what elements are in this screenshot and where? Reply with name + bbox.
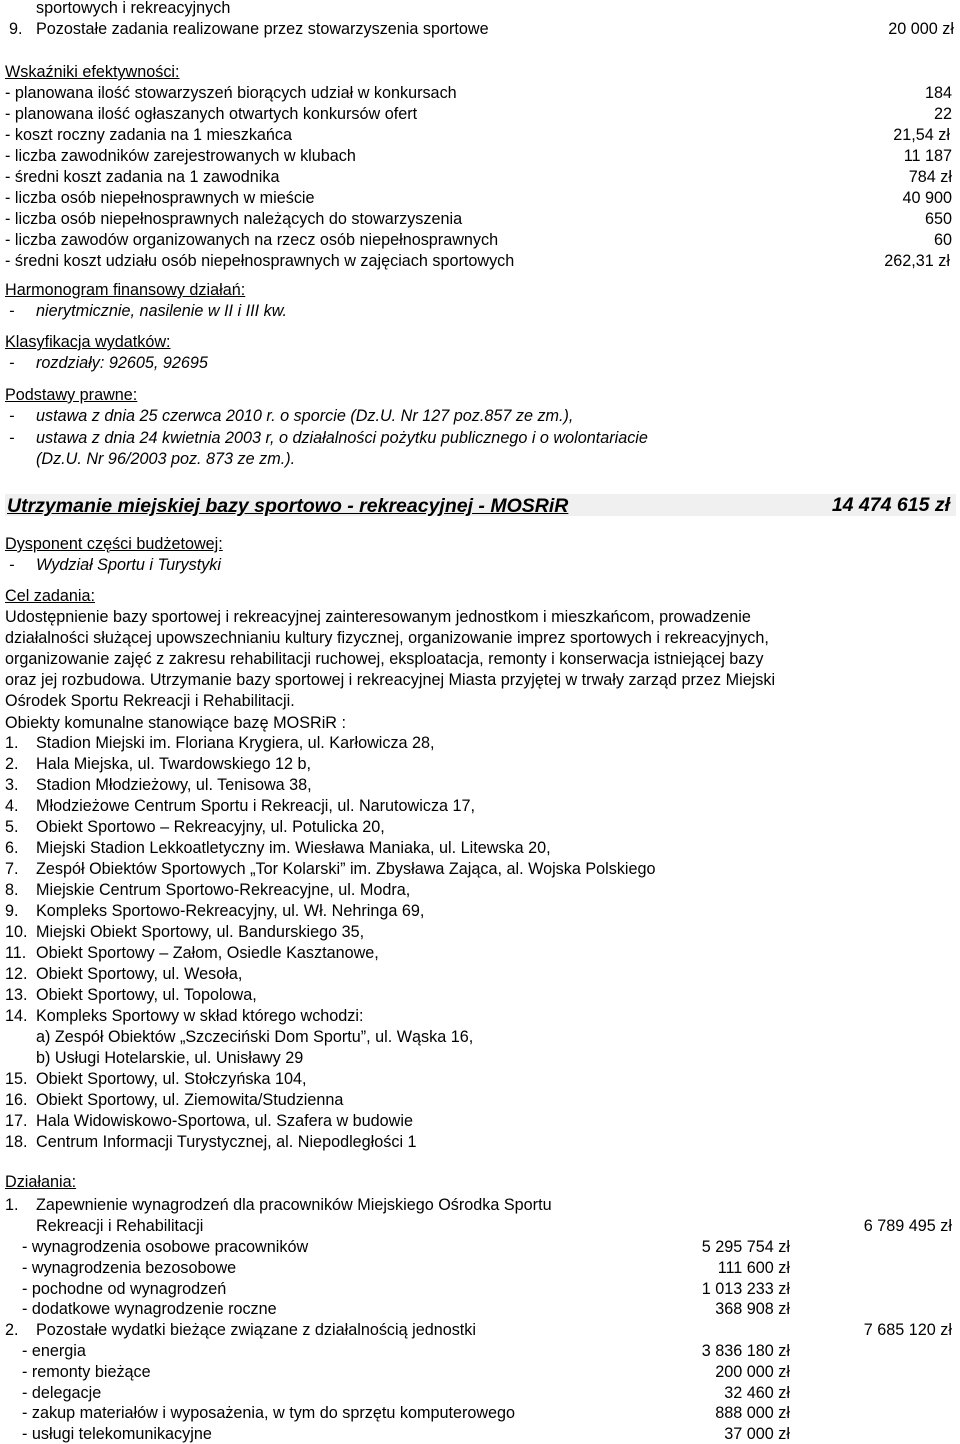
indicators-heading: Wskaźniki efektywności: (5, 63, 180, 81)
legal-heading: Podstawy prawne: (5, 386, 138, 404)
legal-dash-1: - (9, 407, 15, 425)
object-item: Centrum Informacji Turystycznej, al. Niepodległości 1 (36, 1133, 417, 1151)
goal-line: Ośrodek Sportu Rekreacji i Rehabilitacji. (5, 692, 295, 711)
object-number: 7. (5, 860, 19, 878)
indicator-value: 11 187 (903, 147, 952, 165)
object-item: a) Zespół Obiektów „Szczeciński Dom Sportu”, ul. Wąska 16, (36, 1028, 474, 1046)
object-number: 15. (5, 1070, 28, 1088)
legal-item-2b: (Dz.U. Nr 96/2003 poz. 873 ze zm.). (36, 450, 296, 468)
indicator-value: 650 (924, 210, 952, 228)
action-row-label: - delegacje (22, 1383, 102, 1402)
legal-item-2a: ustawa z dnia 24 kwietnia 2003 r, o działalności pożytku publicznego i o wolontariacie (36, 429, 648, 447)
object-item: b) Usługi Hotelarskie, ul. Unisławy 29 (36, 1049, 304, 1067)
action-row-label: - wynagrodzenia osobowe pracowników (22, 1238, 309, 1256)
object-number: 3. (5, 776, 19, 794)
object-item: Obiekt Sportowy, ul. Ziemowita/Studzienna (36, 1091, 344, 1109)
action-row-label: - usługi telekomunikacyjne (22, 1425, 212, 1444)
object-number: 8. (5, 881, 19, 899)
object-number: 12. (5, 965, 28, 983)
object-number: 6. (5, 839, 19, 857)
goal-line: Udostępnienie bazy sportowej i rekreacyjnej zainteresowanym jednostkom i mieszkańcom, prowadzenie (5, 608, 751, 626)
actions-heading: Działania: (5, 1173, 77, 1191)
action-row-value: 37 000 zł (724, 1425, 790, 1444)
object-item: Stadion Miejski im. Floriana Krygiera, ul. Karłowicza 28, (36, 734, 435, 752)
action-1-line-1: Zapewnienie wynagrodzeń dla pracowników Miejskiego Ośrodka Sportu (36, 1196, 552, 1214)
action-row-value: 200 000 zł (715, 1362, 790, 1381)
goal-line: organizowanie zajęć z zakresu rehabilitacji ruchowej, eksploatacja, remonty i konserwacja istniejącej bazy (5, 650, 764, 669)
object-item: Miejskie Centrum Sportowo-Rekreacyjne, ul. Modra, (36, 881, 411, 899)
item-9-number: 9. (9, 20, 23, 38)
continued-text: sportowych i rekreacyjnych (36, 0, 231, 17)
action-row-value: 5 295 754 zł (701, 1238, 790, 1256)
object-item: Obiekt Sportowy, ul. Wesoła, (36, 965, 243, 983)
action-row-value: 888 000 zł (715, 1404, 790, 1423)
action-row-value: 368 908 zł (715, 1300, 790, 1319)
classification-heading: Klasyfikacja wydatków: (5, 333, 171, 351)
indicator-value: 40 900 (902, 189, 952, 207)
action-2-number: 2. (5, 1321, 19, 1339)
goal-line: działalności służącej upowszechnianiu kultury fizycznej, organizowanie imprez sportowych i rekreacyjnych, (5, 629, 769, 648)
object-number: 14. (5, 1007, 28, 1025)
legal-item-1: ustawa z dnia 25 czerwca 2010 r. o sporcie (Dz.U. Nr 127 poz.857 ze zm.), (36, 407, 574, 425)
object-item: Miejski Obiekt Sportowy, ul. Bandurskiego 35, (36, 923, 365, 941)
classification-text: rozdziały: 92605, 92695 (36, 354, 208, 372)
indicator-value: 184 (924, 84, 952, 102)
action-row-label: - dodatkowe wynagrodzenie roczne (22, 1300, 277, 1319)
object-item: Zespół Obiektów Sportowych „Tor Kolarski” im. Zbysława Zająca, al. Wojska Polskiego (36, 860, 656, 878)
schedule-heading: Harmonogram finansowy działań: (5, 281, 246, 299)
dysponent-text: Wydział Sportu i Turystyki (36, 556, 221, 574)
action-row-value: 1 013 233 zł (701, 1279, 790, 1298)
object-number: 4. (5, 797, 19, 815)
object-number: 16. (5, 1091, 28, 1109)
object-number: 5. (5, 818, 19, 836)
object-item: Obiekt Sportowy – Załom, Osiedle Kasztanowe, (36, 944, 379, 962)
indicator-value: 22 (933, 105, 952, 123)
object-number: 2. (5, 755, 19, 773)
indicator-label: - planowana ilość ogłaszanych otwartych konkursów ofert (5, 105, 418, 123)
object-number: 9. (5, 902, 19, 920)
object-number: 10. (5, 923, 28, 941)
dysponent-heading: Dysponent części budżetowej: (5, 535, 223, 553)
object-item: Miejski Stadion Lekkoatletyczny im. Wiesława Maniaka, ul. Litewska 20, (36, 839, 551, 857)
object-item: Kompleks Sportowy w skład którego wchodzi: (36, 1007, 364, 1025)
indicator-label: - liczba osób niepełnosprawnych w mieście (5, 189, 315, 207)
section-amount: 14 474 615 zł (831, 494, 950, 516)
object-item: Obiekt Sportowo – Rekreacyjny, ul. Potulicka 20, (36, 818, 385, 836)
action-2-total: 7 685 120 zł (863, 1321, 952, 1339)
goal-line: oraz jej rozbudowa. Utrzymanie bazy sportowej i rekreacyjnej Miasta przyjętej w trwały zarząd przez Miejski (5, 671, 776, 690)
action-1-total: 6 789 495 zł (863, 1217, 952, 1235)
indicator-label: - liczba zawodników zarejestrowanych w klubach (5, 147, 356, 165)
action-row-label: - pochodne od wynagrodzeń (22, 1279, 227, 1298)
object-number: 18. (5, 1133, 28, 1151)
dysponent-dash: - (9, 556, 15, 574)
indicator-value: 262,31 zł (884, 252, 950, 270)
indicator-label: - liczba osób niepełnosprawnych należących do stowarzyszenia (5, 210, 463, 228)
object-item: Stadion Młodzieżowy, ul. Tenisowa 38, (36, 776, 312, 794)
object-item: Młodzieżowe Centrum Sportu i Rekreacji, ul. Narutowicza 17, (36, 797, 476, 815)
indicator-label: - koszt roczny zadania na 1 mieszkańca (5, 126, 293, 144)
classification-dash: - (9, 354, 15, 372)
object-number: 13. (5, 986, 28, 1004)
object-item: Obiekt Sportowy, ul. Topolowa, (36, 986, 257, 1004)
object-item: Obiekt Sportowy, ul. Stołczyńska 104, (36, 1070, 307, 1088)
action-row-value: 111 600 zł (717, 1258, 790, 1277)
object-number: 17. (5, 1112, 28, 1130)
object-number: 11. (5, 944, 27, 962)
indicator-value: 60 (933, 231, 952, 249)
indicator-label: - średni koszt udziału osób niepełnosprawnych w zajęciach sportowych (5, 252, 515, 270)
object-number: 1. (5, 734, 19, 752)
indicator-label: - średni koszt zadania na 1 zawodnika (5, 168, 280, 186)
action-2-line-1: Pozostałe wydatki bieżące związane z działalnością jednostki (36, 1321, 476, 1339)
item-9-amount: 20 000 zł (888, 20, 954, 38)
action-row-label: - remonty bieżące (22, 1362, 151, 1381)
action-row-label: - energia (22, 1342, 86, 1360)
action-row-label: - wynagrodzenia bezosobowe (22, 1258, 237, 1277)
legal-dash-2: - (9, 429, 15, 447)
action-row-value: 3 836 180 zł (701, 1342, 790, 1360)
goal-line: Obiekty komunalne stanowiące bazę MOSRiR : (5, 713, 346, 732)
indicator-value: 21,54 zł (893, 126, 950, 144)
object-item: Hala Miejska, ul. Twardowskiego 12 b, (36, 755, 312, 773)
indicator-label: - liczba zawodów organizowanych na rzecz osób niepełnosprawnych (5, 231, 499, 249)
action-row-value: 32 460 zł (724, 1383, 790, 1402)
object-item: Hala Widowiskowo-Sportowa, ul. Szafera w budowie (36, 1112, 413, 1130)
action-1-number: 1. (5, 1196, 19, 1214)
section-title: Utrzymanie miejskiej bazy sportowo - rekreacyjnej - MOSRiR (7, 495, 569, 517)
schedule-dash: - (9, 302, 15, 320)
action-1-line-2: Rekreacji i Rehabilitacji (36, 1217, 204, 1235)
indicator-value: 784 zł (908, 168, 952, 186)
goal-heading: Cel zadania: (5, 587, 95, 605)
schedule-text: nierytmicznie, nasilenie w II i III kw. (36, 302, 287, 320)
item-9-label: Pozostałe zadania realizowane przez stowarzyszenia sportowe (36, 20, 489, 38)
indicator-label: - planowana ilość stowarzyszeń biorących udział w konkursach (5, 84, 457, 102)
object-item: Kompleks Sportowo-Rekreacyjny, ul. Wł. Nehringa 69, (36, 902, 425, 920)
action-row-label: - zakup materiałów i wyposażenia, w tym do sprzętu komputerowego (22, 1404, 516, 1423)
